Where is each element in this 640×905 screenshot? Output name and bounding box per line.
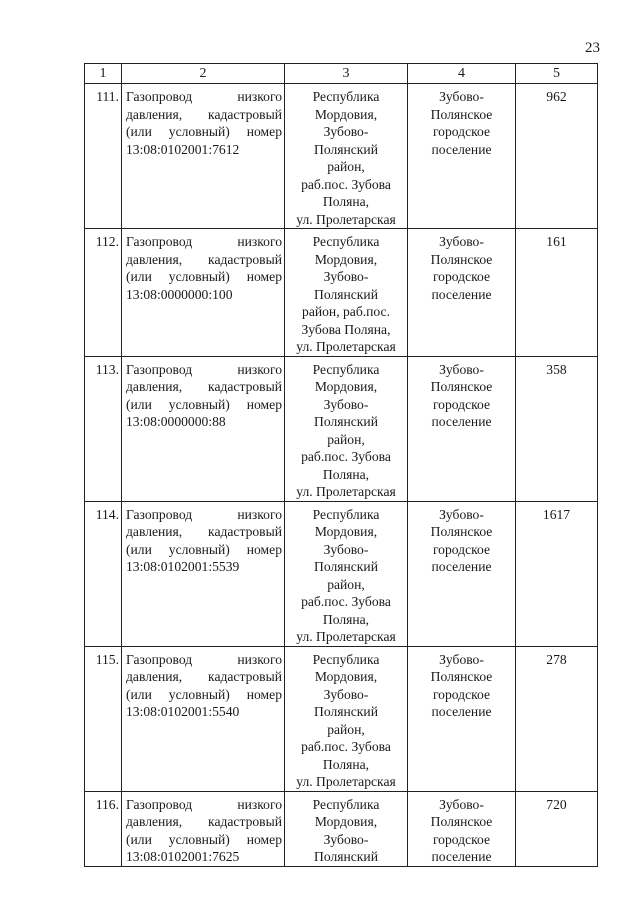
address-line: Поляна, bbox=[322, 611, 370, 627]
settlement-line: Полянское bbox=[430, 379, 493, 394]
settlement-line: поселение bbox=[431, 286, 492, 302]
row-number: 114. bbox=[85, 501, 122, 646]
settlement-line: поселение bbox=[431, 704, 492, 719]
table-row bbox=[85, 501, 598, 646]
object-name-line: давления, кадастровый bbox=[126, 669, 282, 684]
address-line: район, bbox=[327, 721, 365, 737]
object-name-line: Газопровод низкого bbox=[126, 796, 282, 812]
header-col-5: 5 bbox=[516, 64, 598, 84]
length-value: 278 bbox=[516, 646, 598, 791]
address-line: Поляна, bbox=[322, 466, 370, 482]
address-cell bbox=[285, 229, 408, 357]
settlement-line: поселение bbox=[431, 849, 492, 864]
settlement-line: городское bbox=[432, 686, 491, 702]
settlement-cell bbox=[408, 501, 516, 646]
row-number: 116. bbox=[85, 791, 122, 866]
address-line: район, bbox=[327, 576, 365, 592]
address-line: Республика bbox=[312, 361, 380, 377]
object-name-cell bbox=[122, 229, 285, 357]
object-name-line: Газопровод низкого bbox=[126, 234, 282, 249]
address-cell bbox=[285, 501, 408, 646]
address-line: ул. Пролетарская bbox=[296, 211, 396, 227]
settlement-line: поселение bbox=[431, 414, 492, 429]
row-number: 113. bbox=[85, 356, 122, 501]
settlement-line: Полянское bbox=[430, 524, 493, 539]
table-row bbox=[85, 356, 598, 501]
object-name-line: давления, кадастровый bbox=[126, 379, 282, 394]
address-cell bbox=[285, 791, 408, 866]
cadastral-number: 13:08:0102001:5539 bbox=[126, 559, 240, 574]
address-line: район, раб.пос. bbox=[302, 304, 390, 319]
address-line: Мордовия, bbox=[314, 251, 378, 267]
registry-table bbox=[84, 63, 598, 867]
settlement-line: поселение bbox=[431, 559, 492, 574]
settlement-line: Зубово- bbox=[439, 234, 484, 249]
address-line: Зубово- bbox=[323, 396, 369, 412]
address-line: Полянский bbox=[314, 414, 378, 429]
cadastral-number: 13:08:0000000:100 bbox=[126, 286, 233, 302]
settlement-line: Полянское bbox=[430, 814, 493, 829]
address-line: Поляна, bbox=[322, 194, 370, 209]
cadastral-number: 13:08:0102001:5540 bbox=[126, 704, 240, 719]
address-line: раб.пос. Зубова bbox=[301, 176, 391, 192]
table-row bbox=[85, 791, 598, 866]
cadastral-number: 13:08:0000000:88 bbox=[126, 414, 226, 429]
address-line: Полянский bbox=[314, 849, 378, 864]
object-name-line: (или условный) номер bbox=[126, 396, 282, 412]
address-line: Республика bbox=[312, 234, 380, 249]
settlement-line: городское bbox=[432, 831, 491, 847]
address-line: Мордовия, bbox=[314, 814, 378, 829]
settlement-line: Полянское bbox=[430, 251, 493, 267]
address-cell bbox=[285, 356, 408, 501]
table-row bbox=[85, 646, 598, 791]
object-name-line: Газопровод низкого bbox=[126, 89, 282, 104]
object-name-line: (или условный) номер bbox=[126, 541, 282, 557]
object-name-line: давления, кадастровый bbox=[126, 251, 282, 267]
length-value: 358 bbox=[516, 356, 598, 501]
settlement-line: Полянское bbox=[430, 669, 493, 684]
settlement-cell bbox=[408, 791, 516, 866]
table-row bbox=[85, 84, 598, 229]
object-name-line: давления, кадастровый bbox=[126, 814, 282, 829]
address-line: ул. Пролетарская bbox=[296, 629, 396, 644]
object-name-line: Газопровод низкого bbox=[126, 361, 282, 377]
address-line: раб.пос. Зубова bbox=[301, 739, 391, 754]
address-line: Полянский bbox=[314, 704, 378, 719]
table-body bbox=[85, 84, 598, 867]
address-cell bbox=[285, 646, 408, 791]
length-value: 962 bbox=[516, 84, 598, 229]
length-value: 161 bbox=[516, 229, 598, 357]
object-name-cell bbox=[122, 501, 285, 646]
settlement-line: Зубово- bbox=[439, 796, 484, 812]
address-line: район, bbox=[327, 159, 365, 174]
table-header-row bbox=[85, 64, 598, 84]
settlement-line: городское bbox=[432, 541, 491, 557]
address-line: Республика bbox=[312, 651, 380, 667]
object-name-line: Газопровод низкого bbox=[126, 506, 282, 522]
address-line: Полянский bbox=[314, 141, 378, 157]
object-name-line: (или условный) номер bbox=[126, 269, 282, 284]
object-name-line: (или условный) номер bbox=[126, 686, 282, 702]
address-line: Зубово- bbox=[323, 686, 369, 702]
address-line: Зубово- bbox=[323, 124, 369, 139]
address-line: Мордовия, bbox=[314, 379, 378, 394]
address-line: Зубова Поляна, bbox=[301, 321, 391, 337]
object-name-cell bbox=[122, 646, 285, 791]
settlement-line: поселение bbox=[431, 141, 492, 157]
row-number: 115. bbox=[85, 646, 122, 791]
object-name-line: Газопровод низкого bbox=[126, 651, 282, 667]
settlement-line: Зубово- bbox=[439, 89, 484, 104]
address-line: раб.пос. Зубова bbox=[301, 449, 391, 464]
address-line: раб.пос. Зубова bbox=[301, 594, 391, 609]
address-line: Полянский bbox=[314, 559, 378, 574]
object-name-line: (или условный) номер bbox=[126, 124, 282, 139]
address-line: Мордовия, bbox=[314, 106, 378, 122]
settlement-line: Зубово- bbox=[439, 506, 484, 522]
settlement-line: Зубово- bbox=[439, 361, 484, 377]
length-value: 1617 bbox=[516, 501, 598, 646]
settlement-line: городское bbox=[432, 124, 491, 139]
header-col-4: 4 bbox=[408, 64, 516, 84]
address-line: Поляна, bbox=[322, 756, 370, 772]
address-cell bbox=[285, 84, 408, 229]
settlement-cell bbox=[408, 229, 516, 357]
row-number: 112. bbox=[85, 229, 122, 357]
object-name-line: давления, кадастровый bbox=[126, 106, 282, 122]
object-name-cell bbox=[122, 84, 285, 229]
address-line: ул. Пролетарская bbox=[296, 339, 396, 354]
header-col-2: 2 bbox=[122, 64, 285, 84]
address-line: Республика bbox=[312, 796, 380, 812]
settlement-cell bbox=[408, 356, 516, 501]
page-number: 23 bbox=[585, 40, 600, 56]
address-line: Мордовия, bbox=[314, 669, 378, 684]
cadastral-number: 13:08:0102001:7612 bbox=[126, 141, 240, 157]
object-name-cell bbox=[122, 356, 285, 501]
length-value: 720 bbox=[516, 791, 598, 866]
settlement-cell bbox=[408, 84, 516, 229]
address-line: Зубово- bbox=[323, 269, 369, 284]
address-line: район, bbox=[327, 431, 365, 447]
row-number: 111. bbox=[85, 84, 122, 229]
address-line: Зубово- bbox=[323, 541, 369, 557]
object-name-cell bbox=[122, 791, 285, 866]
settlement-line: городское bbox=[432, 269, 491, 284]
settlement-line: Зубово- bbox=[439, 651, 484, 667]
address-line: Полянский bbox=[314, 286, 378, 302]
address-line: Республика bbox=[312, 89, 380, 104]
settlement-line: Полянское bbox=[430, 106, 493, 122]
object-name-line: давления, кадастровый bbox=[126, 524, 282, 539]
address-line: Республика bbox=[312, 506, 380, 522]
address-line: ул. Пролетарская bbox=[296, 484, 396, 499]
address-line: Мордовия, bbox=[314, 524, 378, 539]
address-line: ул. Пролетарская bbox=[296, 774, 396, 789]
settlement-line: городское bbox=[432, 396, 491, 412]
header-col-1: 1 bbox=[85, 64, 122, 84]
table-row bbox=[85, 229, 598, 357]
address-line: Зубово- bbox=[323, 831, 369, 847]
cadastral-number: 13:08:0102001:7625 bbox=[126, 849, 240, 864]
header-col-3: 3 bbox=[285, 64, 408, 84]
settlement-cell bbox=[408, 646, 516, 791]
object-name-line: (или условный) номер bbox=[126, 831, 282, 847]
